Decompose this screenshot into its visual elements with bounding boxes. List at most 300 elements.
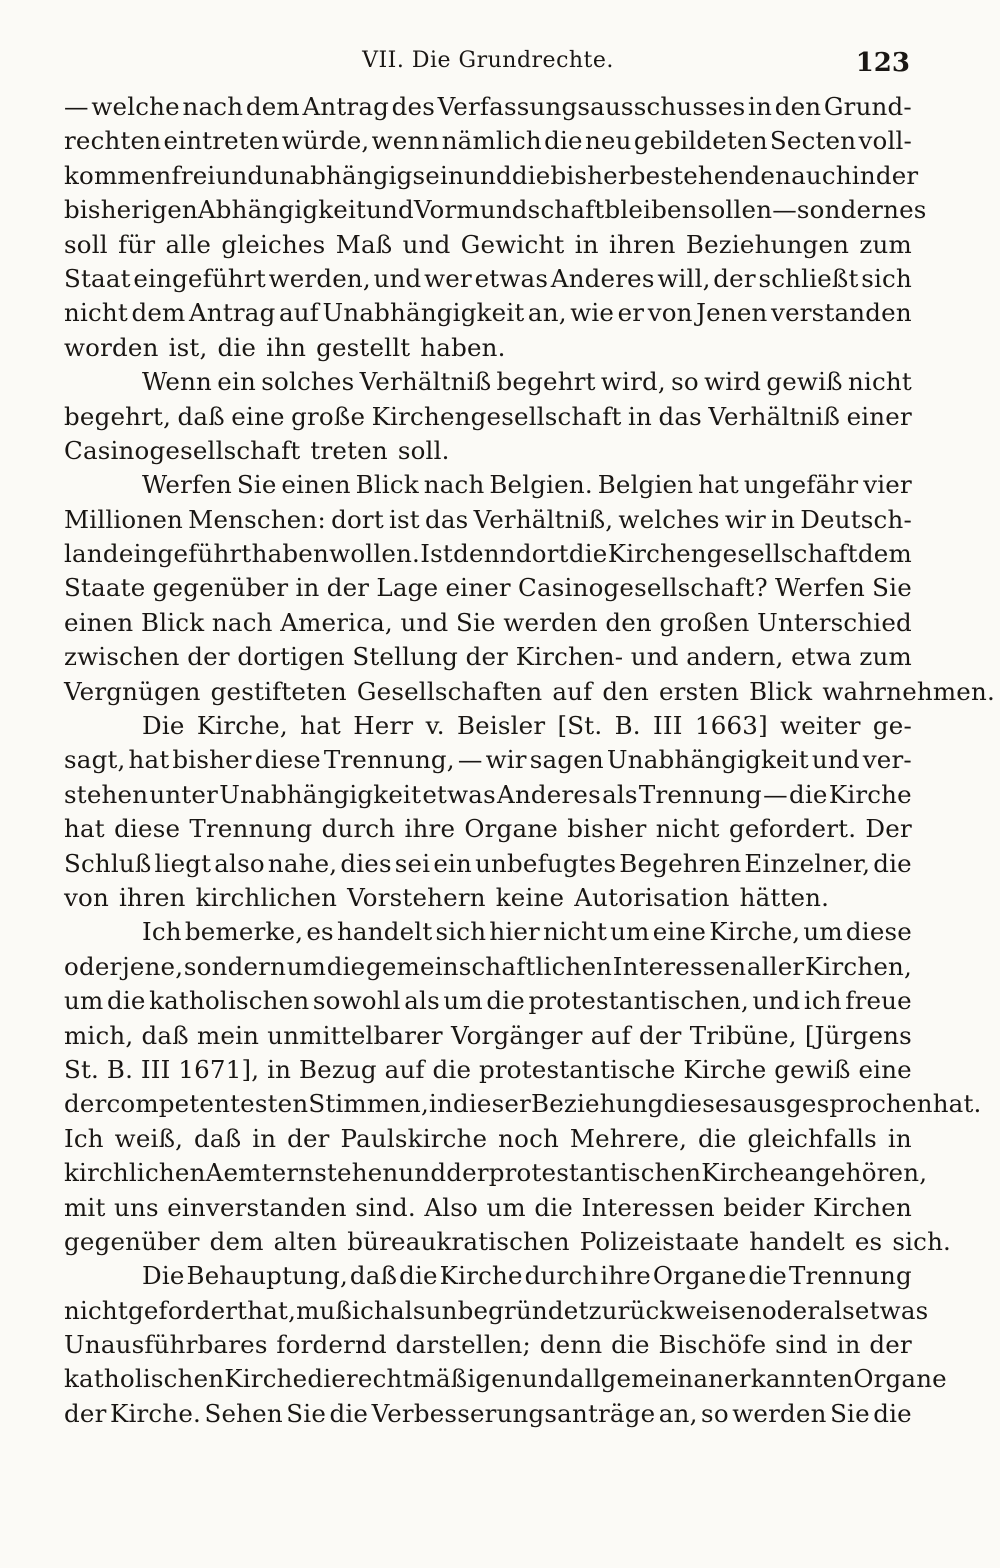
running-head	[64, 40, 912, 80]
word: unbefugtes	[475, 848, 617, 878]
word: wie	[570, 298, 615, 328]
word: so	[701, 1398, 729, 1428]
word: nicht	[64, 1295, 128, 1325]
word: hat	[64, 814, 105, 844]
word: Grund-	[823, 92, 912, 121]
word: Jenen	[696, 298, 768, 328]
word: Bezug	[298, 1054, 377, 1084]
word: handelt	[749, 1226, 845, 1256]
word: der	[713, 263, 756, 293]
word: wollen.	[329, 539, 421, 569]
word: eine	[652, 917, 707, 947]
text-line	[64, 952, 912, 986]
word: eine	[858, 1054, 912, 1084]
word: anerkannten	[693, 1364, 854, 1394]
word: gegenüber	[64, 1226, 200, 1256]
word: eine	[231, 401, 285, 431]
word: die	[399, 1261, 438, 1291]
word: Mehrere,	[569, 1123, 688, 1153]
word: St.	[64, 1054, 100, 1084]
word: des	[391, 92, 436, 121]
word: B.	[106, 1054, 134, 1084]
word: daß	[194, 1123, 242, 1153]
word: als	[389, 1295, 426, 1325]
word: kirchlichen	[64, 1158, 206, 1188]
word: Also	[424, 1192, 478, 1222]
word: handelt	[336, 917, 433, 947]
word: angehören,	[784, 1158, 928, 1188]
word: die	[307, 1364, 346, 1394]
word: und	[215, 160, 264, 190]
word: unabhängig	[263, 160, 413, 190]
word: als	[819, 1295, 855, 1325]
word: ausgesprochen	[742, 1089, 933, 1119]
word: in	[267, 1054, 292, 1084]
word: Autorisation	[574, 882, 730, 912]
word: diese	[114, 814, 181, 844]
word: zwischen	[64, 642, 180, 672]
word: katholischen	[64, 1364, 225, 1394]
word: und	[464, 160, 512, 190]
word: v.	[425, 711, 445, 741]
word: uns	[113, 1192, 159, 1222]
text-line	[64, 505, 912, 539]
word: Stellung	[352, 642, 458, 672]
word: einer	[846, 401, 912, 431]
word: die	[217, 332, 257, 362]
text-line	[64, 883, 912, 917]
word: durch	[524, 1261, 599, 1291]
word: es	[899, 195, 927, 225]
word: der	[64, 1398, 107, 1428]
word: der	[869, 1330, 912, 1360]
word: auf	[590, 1020, 631, 1050]
word: der	[875, 160, 919, 190]
word: sich	[861, 263, 912, 293]
paragraph	[64, 711, 912, 917]
word: Kirche	[224, 1364, 308, 1394]
word: daß	[141, 1020, 189, 1050]
word: Die	[142, 1261, 185, 1291]
word: stehen	[64, 779, 149, 809]
word: Trennung,	[323, 745, 455, 775]
text-line	[64, 126, 912, 160]
word: frei	[171, 160, 216, 190]
word: andern,	[686, 642, 784, 672]
word: ihren	[608, 229, 676, 259]
word: soll.	[397, 435, 450, 465]
word: nicht	[64, 298, 128, 328]
word: haben.	[420, 332, 506, 362]
word: von	[64, 882, 109, 912]
word: das	[658, 401, 702, 431]
text-line	[64, 676, 995, 711]
word: alten	[273, 1226, 338, 1256]
text-line	[64, 1295, 929, 1330]
word: Kirche	[683, 1054, 767, 1084]
word: —	[763, 779, 788, 809]
word: in	[851, 160, 876, 190]
word: Unabhängigkeit	[219, 779, 422, 809]
word: ge-	[872, 711, 912, 741]
word: Verhältniß	[359, 367, 492, 397]
word: dem	[209, 1226, 264, 1256]
word: Werfen	[142, 470, 232, 500]
word: Kirchen	[812, 1192, 912, 1222]
text-line	[64, 1021, 912, 1055]
word: beider	[723, 1192, 805, 1222]
word: —	[457, 745, 483, 775]
word: Kirchen,	[804, 951, 912, 981]
word: gleichfalls	[747, 1123, 877, 1153]
text-line	[64, 814, 912, 848]
word: einen	[281, 470, 351, 500]
word: dieses	[663, 1089, 743, 1119]
word: etwas	[854, 1295, 929, 1325]
word: Beziehungen	[685, 229, 850, 259]
word: freue	[845, 986, 912, 1016]
word: gegenüber	[152, 573, 289, 603]
word: bisher	[567, 814, 647, 844]
word: unmittelbarer	[267, 1020, 443, 1050]
word: Vergnügen	[64, 676, 201, 706]
word: sind.	[355, 1192, 416, 1222]
text-line	[64, 573, 912, 607]
text-line	[64, 1158, 928, 1192]
word: weiter	[780, 711, 861, 741]
word: wird	[704, 367, 762, 397]
word: Lage	[376, 573, 439, 603]
word: nach	[182, 92, 244, 121]
word: weiß,	[114, 1123, 184, 1153]
word: Menschen:	[188, 504, 326, 534]
word: Interessen	[581, 1192, 715, 1222]
word: auf	[552, 676, 593, 706]
word: ihren	[118, 882, 186, 912]
text-line	[64, 230, 912, 264]
page-number: 123	[855, 48, 910, 78]
word: die	[788, 779, 828, 809]
word: —	[64, 92, 89, 121]
word: haben	[251, 539, 329, 569]
text-line	[64, 986, 912, 1020]
word: hier	[489, 917, 540, 947]
word: Unterschied	[757, 607, 912, 637]
word: verstanden	[771, 298, 912, 328]
word: Begehren	[619, 848, 742, 878]
word: ihre	[600, 1261, 651, 1291]
word: etwa	[791, 642, 852, 672]
word: die	[611, 1330, 650, 1360]
word: nahe,	[267, 848, 338, 878]
word: ein	[433, 848, 473, 878]
word: Organe	[652, 1261, 747, 1291]
word: alle	[165, 229, 212, 259]
word: treten	[310, 435, 388, 465]
word: [Jürgens	[804, 1020, 912, 1050]
word: rechtmäßigen	[345, 1364, 522, 1394]
word: an,	[658, 1398, 698, 1428]
text-line	[64, 1089, 982, 1123]
word: Millionen	[64, 504, 184, 534]
word: hätten.	[739, 882, 830, 912]
word: Anderes	[497, 779, 601, 809]
book-page	[64, 40, 995, 1540]
word: Trennung	[638, 779, 762, 809]
word: zum	[859, 229, 912, 259]
word: gleiches	[221, 229, 326, 259]
word: als	[602, 779, 638, 809]
word: wir	[724, 504, 766, 534]
word: ist,	[168, 332, 208, 362]
word: ein	[217, 367, 256, 397]
word: die	[534, 1192, 573, 1222]
word: hat.	[932, 1089, 982, 1119]
word: gefordert	[127, 1295, 248, 1325]
word: und	[373, 263, 422, 293]
word: in	[771, 504, 796, 534]
word: an,	[527, 298, 567, 328]
word: in	[295, 573, 320, 603]
word: die	[106, 986, 146, 1016]
text-line	[64, 539, 912, 573]
word: Unausführbares	[64, 1330, 268, 1360]
text-line	[64, 780, 912, 814]
word: [St.	[557, 711, 603, 741]
word: als	[404, 986, 440, 1016]
word: land	[64, 539, 119, 569]
word: neu	[584, 126, 632, 156]
word: keine	[495, 882, 565, 912]
text-line	[64, 470, 912, 504]
word: oder	[64, 951, 122, 981]
word: Stimmen,	[308, 1089, 429, 1119]
word: kirchlichen	[195, 882, 338, 912]
word: Behauptung,	[186, 1261, 348, 1291]
word: dortigen	[237, 642, 345, 672]
text-line	[64, 711, 912, 745]
word: Ich	[142, 917, 182, 947]
word: die	[544, 126, 583, 156]
word: sei	[394, 848, 431, 878]
word: gebildeten	[633, 126, 768, 156]
word: Der	[865, 814, 912, 844]
text-line	[64, 745, 912, 779]
word: dieser	[452, 1089, 531, 1119]
word: Bischöfe	[658, 1330, 767, 1360]
word: um	[486, 1192, 526, 1222]
word: von	[647, 298, 693, 328]
text-line	[64, 1399, 912, 1433]
text-line	[64, 1055, 912, 1089]
paragraph	[64, 1261, 947, 1433]
word: welche	[91, 92, 180, 121]
word: mein	[196, 1020, 260, 1050]
word: und	[398, 1158, 447, 1188]
word: der	[446, 1158, 489, 1188]
paragraph	[64, 470, 995, 711]
word: in	[574, 229, 599, 259]
word: mich,	[64, 1020, 134, 1050]
word: unter	[149, 779, 219, 809]
word: Secten	[769, 126, 857, 156]
word: vier	[863, 470, 912, 500]
word: welches	[618, 504, 720, 534]
word: Trennung	[189, 814, 313, 844]
word: einer	[445, 573, 511, 603]
word: Einzelner,	[744, 848, 871, 878]
word: Vorstehern	[347, 882, 486, 912]
word: Kirchen-	[515, 642, 624, 672]
word: bleiben	[604, 195, 698, 225]
word: Polizeistaate	[579, 1226, 740, 1256]
word: Sie	[286, 1398, 327, 1428]
word: Interessen	[612, 951, 747, 981]
word: Abhängigkeit	[197, 195, 367, 225]
word: Ich	[64, 1123, 104, 1153]
word: also	[214, 848, 265, 878]
word: Casinogesellschaft	[64, 435, 301, 465]
word: eingeführt	[133, 263, 266, 293]
word: einverstanden	[167, 1192, 347, 1222]
text-line	[64, 367, 912, 401]
word: sondern	[796, 195, 900, 225]
word: Organe	[464, 814, 558, 844]
word: der	[64, 1089, 107, 1119]
word: Tribüne,	[689, 1020, 797, 1050]
word: jene,	[122, 951, 184, 981]
text-line	[64, 92, 912, 126]
word: Belgien.	[489, 470, 593, 500]
word: Staate	[64, 573, 146, 603]
word: kommen	[64, 160, 172, 190]
word: dort	[515, 539, 569, 569]
word: protestantischen,	[528, 986, 749, 1016]
word: protestantischen	[488, 1158, 702, 1188]
word: noch	[498, 1123, 559, 1153]
word: dort	[331, 504, 384, 534]
word: Kirche	[701, 1158, 785, 1188]
word: will,	[657, 263, 711, 293]
word: Kirchengesellschaft	[607, 539, 858, 569]
word: Unabhängigkeit	[606, 745, 809, 775]
text-line	[64, 1261, 912, 1295]
word: der	[639, 1020, 682, 1050]
word: ich	[803, 986, 842, 1016]
word: der	[326, 573, 370, 603]
word: ich	[352, 1295, 390, 1325]
word: die	[873, 848, 912, 878]
word: Gewicht	[460, 229, 565, 259]
word: auf	[278, 298, 320, 328]
word: muß	[296, 1295, 353, 1325]
word: fordernd	[276, 1330, 387, 1360]
word: Sie	[236, 470, 277, 500]
word: in	[836, 1330, 861, 1360]
word: es	[854, 1226, 883, 1256]
word: sagen	[529, 745, 604, 775]
body-text	[64, 92, 995, 1433]
word: die	[748, 1261, 787, 1291]
word: und	[400, 607, 449, 637]
word: denn	[453, 539, 516, 569]
word: der	[287, 1123, 330, 1153]
word: werden	[732, 1398, 827, 1428]
word: büreaukratischen	[347, 1226, 570, 1256]
word: Die	[142, 711, 185, 741]
word: hat	[698, 470, 739, 500]
word: Verhältniß,	[473, 504, 614, 534]
word: etwas	[474, 263, 549, 293]
word: zum	[859, 642, 912, 672]
word: Anderes	[550, 263, 655, 293]
word: nach	[211, 607, 273, 637]
word: sondern	[183, 951, 287, 981]
text-line	[64, 195, 927, 229]
word: werden,	[268, 263, 371, 293]
word: in	[748, 92, 773, 121]
word: Aemtern	[205, 1158, 315, 1188]
word: die	[326, 951, 366, 981]
word: dem	[245, 92, 300, 121]
word: diese	[254, 745, 321, 775]
word: um	[803, 917, 843, 947]
word: nicht	[847, 367, 912, 397]
word: Belgien	[597, 470, 694, 500]
text-line	[64, 917, 912, 951]
word: würde,	[281, 126, 370, 156]
word: um	[64, 986, 104, 1016]
word: gefordert.	[728, 814, 857, 844]
word: ver-	[862, 745, 912, 775]
word: große	[291, 401, 366, 431]
word: sein	[412, 160, 465, 190]
word: und	[811, 745, 860, 775]
word: sowohl	[312, 986, 401, 1016]
word: die	[329, 1398, 369, 1428]
word: wir	[485, 745, 527, 775]
word: sagt,	[64, 745, 126, 775]
word: in	[887, 1123, 912, 1153]
word: und	[402, 229, 451, 259]
word: nach	[423, 470, 485, 500]
word: Wenn	[142, 367, 213, 397]
word: Casinogesellschaft?	[518, 573, 768, 603]
word: hat,	[247, 1295, 297, 1325]
word: Ist	[420, 539, 453, 569]
word: Verhältniß	[708, 401, 841, 431]
word: Sehen	[204, 1398, 283, 1428]
word: Deutsch-	[800, 504, 912, 534]
word: dem	[131, 298, 186, 328]
word: wer	[424, 263, 472, 293]
word: rechten	[64, 126, 162, 156]
word: Beisler	[456, 711, 546, 741]
text-line	[64, 1226, 952, 1261]
text-line	[64, 436, 912, 470]
word: und	[752, 986, 801, 1016]
word: den	[774, 92, 822, 121]
text-line	[64, 160, 919, 195]
text-line	[64, 264, 912, 298]
word: B.	[614, 711, 641, 741]
word: soll	[64, 229, 108, 259]
word: ihn	[266, 332, 307, 362]
word: gestellt	[316, 332, 411, 362]
word: Staat	[64, 263, 131, 293]
word: der	[187, 642, 230, 672]
word: Trennung	[788, 1261, 912, 1291]
